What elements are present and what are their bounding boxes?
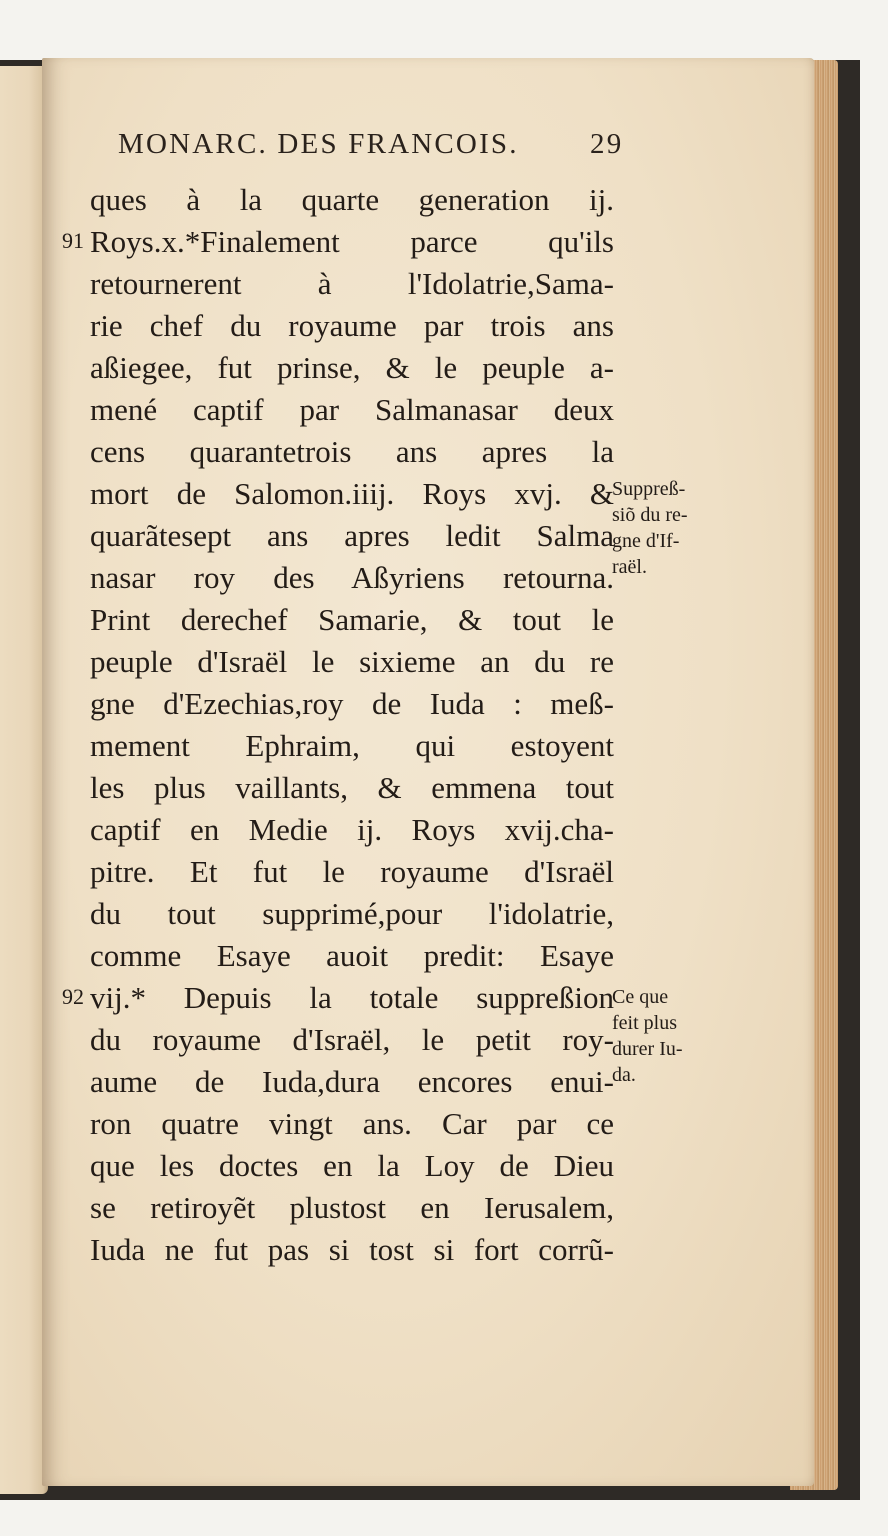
text-line: retournerent à l'Idolatrie,Sama-	[90, 266, 614, 301]
text-line: nasar roy des Aßyriens retourna.	[90, 560, 614, 595]
text-line: rie chef du royaume par trois ans	[90, 308, 614, 343]
text-line: Print derechef Samarie, & tout le	[90, 602, 614, 637]
text-line: du tout supprimé,pour l'idolatrie,	[90, 896, 614, 931]
margin-note-iuda: Ce que feit plus durer Iu- da.	[612, 986, 683, 1086]
text-line: peuple d'Israël le sixieme an du re	[90, 644, 614, 679]
text-line: gne d'Ezechias,roy de Iuda : meß-	[90, 686, 614, 721]
text-line: mort de Salomon.iiij. Roys xvj. &	[90, 476, 614, 511]
text-line: du royaume d'Israël, le petit roy-	[90, 1022, 614, 1057]
running-head-title: MONARC. DES FRANCOIS.	[118, 128, 519, 160]
running-head	[118, 128, 624, 161]
text-line: mement Ephraim, qui estoyent	[90, 728, 614, 763]
text-line: Iuda ne fut pas si tost si fort corrũ-	[90, 1232, 614, 1267]
text-line: les plus vaillants, & emmena tout	[90, 770, 614, 805]
text-line: cens quarantetrois ans apres la	[90, 434, 614, 469]
text-line: mené captif par Salmanasar deux	[90, 392, 614, 427]
text-line: Roys.x.*Finalement parce qu'ils	[90, 224, 614, 259]
page-number: 29	[590, 128, 624, 160]
text-line: ron quatre vingt ans. Car par ce	[90, 1106, 614, 1141]
text-line: vij.* Depuis la totale suppreßion	[90, 980, 614, 1015]
text-line: aßiegee, fut prinse, & le peuple a-	[90, 350, 614, 385]
text-line: que les doctes en la Loy de Dieu	[90, 1148, 614, 1183]
text-line: aume de Iuda,dura encores enui-	[90, 1064, 614, 1099]
text-line: ques à la quarte generation ij.	[90, 182, 614, 217]
facing-page-edge	[0, 66, 48, 1494]
text-line: pitre. Et fut le royaume d'Israël	[90, 854, 614, 889]
text-line: se retiroyẽt plustost en Ierusalem,	[90, 1190, 614, 1225]
margin-note-suppression: Suppreß- siõ du re- gne d'If- raël.	[612, 478, 688, 578]
text-line: captif en Medie ij. Roys xvij.cha-	[90, 812, 614, 847]
margin-line-number: 92	[62, 984, 84, 1009]
text-line: quarãtesept ans apres ledit Salma	[90, 518, 614, 553]
text-line: comme Esaye auoit predit: Esaye	[90, 938, 614, 973]
margin-line-number: 91	[62, 228, 84, 253]
